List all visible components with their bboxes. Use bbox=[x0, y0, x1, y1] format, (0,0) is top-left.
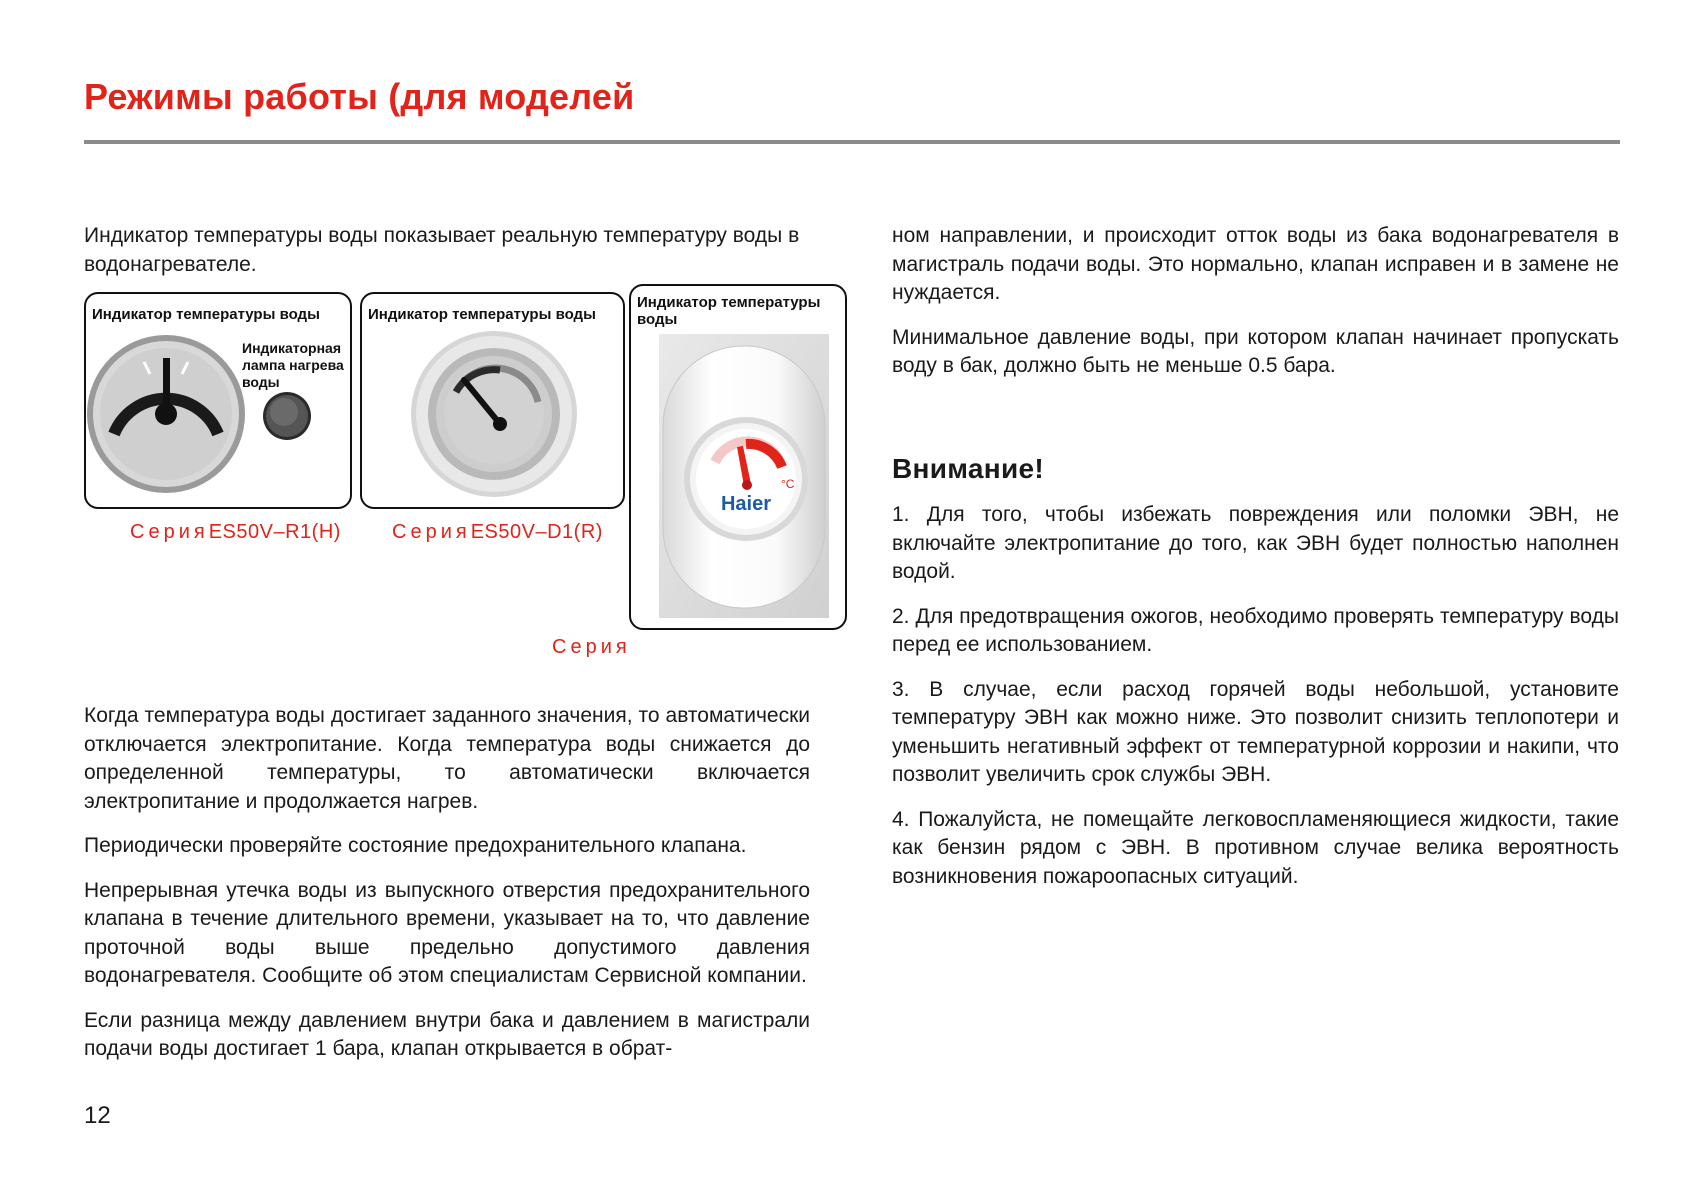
left-paragraph-4: Если разница между давлением внутри бака и давлением в магистрали подачи воды достигает 1 бара, клапан открывается в обрат- bbox=[84, 1008, 810, 1060]
left-column-body bbox=[84, 702, 810, 1080]
right-paragraph-1: ном направлении, и происходит отток воды из бака водонагревателя в магистраль подачи воды. Это нормально, клапан исправен и в замене не нуждается. bbox=[892, 224, 1619, 304]
haier-logo-icon: Haier bbox=[720, 493, 772, 515]
warning-item-4: 4. Пожалуйста, не помещайте легковоспламеняющиеся жидкости, такие как бензин рядом с ЭВН. В противном случае велика вероятность возникновения пожароопасных ситуаций. bbox=[892, 807, 1619, 888]
page-title: Режимы работы (для моделей bbox=[84, 76, 635, 117]
panel2-caption bbox=[392, 521, 603, 544]
title-rule bbox=[84, 140, 1620, 144]
right-column bbox=[892, 222, 1619, 907]
warning-heading: Внимание! bbox=[892, 452, 1044, 484]
panel1-caption bbox=[130, 521, 341, 544]
warning-item-1: 1. Для того, чтобы избежать повреждения или поломки ЭВН, не включайте электропитание до того, как ЭВН будет полностью наполнен водой. bbox=[892, 503, 1619, 583]
panel1-label: Индикатор температуры воды bbox=[92, 306, 320, 323]
right-paragraph-2: Минимальное давление воды, при котором клапан начинает пропускать воду в бак, должно быть не меньше 0.5 бара. bbox=[892, 325, 1619, 377]
round-gauge-icon bbox=[360, 292, 625, 509]
panel3-caption-text: Серия bbox=[552, 636, 631, 658]
panel3-label: Индикатор температуры воды bbox=[637, 294, 821, 328]
haier-indicator-icon bbox=[629, 284, 847, 630]
panel1-caption-model: ES50V–R1(H) bbox=[208, 521, 341, 543]
page-number: 12 bbox=[84, 1102, 111, 1129]
analog-gauge-icon bbox=[84, 292, 352, 509]
panel1-lamp-label: Индикаторная лампа нагрева воды bbox=[242, 340, 344, 390]
warning-item-2: 2. Для предотвращения ожогов, необходимо проверять температуру воды перед ее использованием. bbox=[892, 604, 1619, 656]
left-paragraph-2: Периодически проверяйте состояние предохранительного клапана. bbox=[84, 834, 747, 857]
panel1-caption-prefix: Серия bbox=[130, 521, 209, 543]
figure-panel-digital-gauge bbox=[360, 292, 625, 509]
left-paragraph-1: Когда температура воды достигает заданного значения, то автоматически отключается электропитание. Когда температура воды снижается до определенной температуры, то автоматически включается электропитание и продолжается нагрев. bbox=[84, 704, 810, 813]
panel2-caption-model: ES50V–D1(R) bbox=[470, 521, 603, 543]
warning-item-3: 3. В случае, если расход горячей воды небольшой, установите температуру ЭВН как можно ниже. Это позволит снизить теплопотери и уменьшить негативный эффект от температурной коррозии и накипи, что позволит увеличить срок службы ЭВН. bbox=[892, 677, 1619, 786]
figure-panel-analog-gauge bbox=[84, 292, 352, 509]
panel2-label: Индикатор температуры воды bbox=[368, 306, 596, 323]
intro-paragraph: Индикатор температуры воды показывает реальную температуру воды в водонагревателе. bbox=[84, 224, 800, 276]
left-paragraph-3: Непрерывная утечка воды из выпускного отверстия предохранительного клапана в течение длительного времени, указывает на то, что давление проточной воды выше предельно допустимого давления водонагревателя. Сообщите об этом специалистам Сервисной компании. bbox=[84, 878, 810, 987]
panel2-caption-prefix: Серия bbox=[392, 521, 471, 543]
figure-panel-haier-indicator bbox=[629, 284, 847, 630]
unit-label: °C bbox=[781, 477, 795, 491]
panel3-caption bbox=[552, 636, 631, 659]
